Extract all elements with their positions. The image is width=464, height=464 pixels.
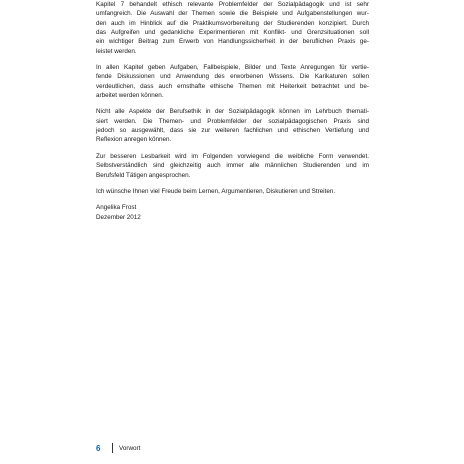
footer-divider (112, 443, 113, 453)
paragraph (96, 0, 369, 56)
text-line: siert werden. Die Themen- und Problemfelder der sozialpädagogischen Praxis sind (96, 117, 369, 125)
paragraph (96, 107, 369, 144)
text-line: arbeitet werden können. (96, 92, 164, 100)
paragraph (96, 63, 369, 100)
signature-date: Dezember 2012 (96, 213, 141, 221)
text-line: Reflexion anregen können. (96, 136, 172, 144)
text-line: Nicht alle Aspekte der Berufsethik in der Sozialpädagogik können im Lehrbuch themati- (96, 108, 369, 116)
text-line: den auch im Hinblick auf die Praktikumsvorbereitung der Studierenden konzipiert. Durch (96, 19, 369, 27)
text-line: umfangreich. Die Auswahl der Themen sowie die Beispiele und Aufgabenstellungen wur- (96, 10, 369, 18)
text-line: Berufsfeld Tätigen angesprochen. (96, 171, 191, 179)
paragraph (96, 187, 369, 196)
text-line: Kapitel 7 behandelt ethisch relevante Problemfelder der Sozialpädagogik und ist sehr (96, 1, 369, 8)
text-line: das Aufgreifen und gedankliche Experimentieren mit Konflikt- und Grenzsituationen soll (96, 29, 369, 37)
signature-name: Angelika Frost (96, 204, 137, 212)
text-line: Ich wünsche Ihnen viel Freude beim Lernen, Argumentieren, Diskutieren und Streiten. (96, 187, 336, 195)
paragraph (96, 152, 369, 180)
text-line: fende Diskussionen und Anwendung des erworbenen Wissens. Die Karikaturen sollen (96, 73, 369, 81)
page-footer (96, 441, 140, 455)
text-line: ein wichtiger Beitrag zum Erwerb von Handlungssicherheit in der beruflichen Praxis ge- (96, 38, 369, 46)
text-line: leistet werden. (96, 47, 137, 55)
text-line: verdeutlichen, dass auch ernsthafte ethische Themen mit Heiterkeit betrachtet und be- (96, 82, 369, 90)
paragraphs (96, 0, 369, 196)
text-line: Selbstverständlich sind gleichzeitig auch immer alle männlichen Studierenden und im (96, 162, 369, 170)
page-number: 6 (96, 443, 101, 453)
footer-section-label: Vorwort (119, 444, 141, 452)
text-line: jedoch so ausgewählt, dass sie zur weiteren fachlichen und ethischen Vertiefung und (96, 127, 369, 135)
signature-block (96, 203, 369, 222)
text-line: Zur besseren Lesbarkeit wird im Folgenden vorwiegend die weibliche Form verwendet. (96, 152, 369, 160)
page-content (96, 0, 369, 222)
text-line: In allen Kapitel geben Aufgaben, Fallbeispiele, Bilder und Texte Anregungen für vertie- (96, 64, 369, 72)
